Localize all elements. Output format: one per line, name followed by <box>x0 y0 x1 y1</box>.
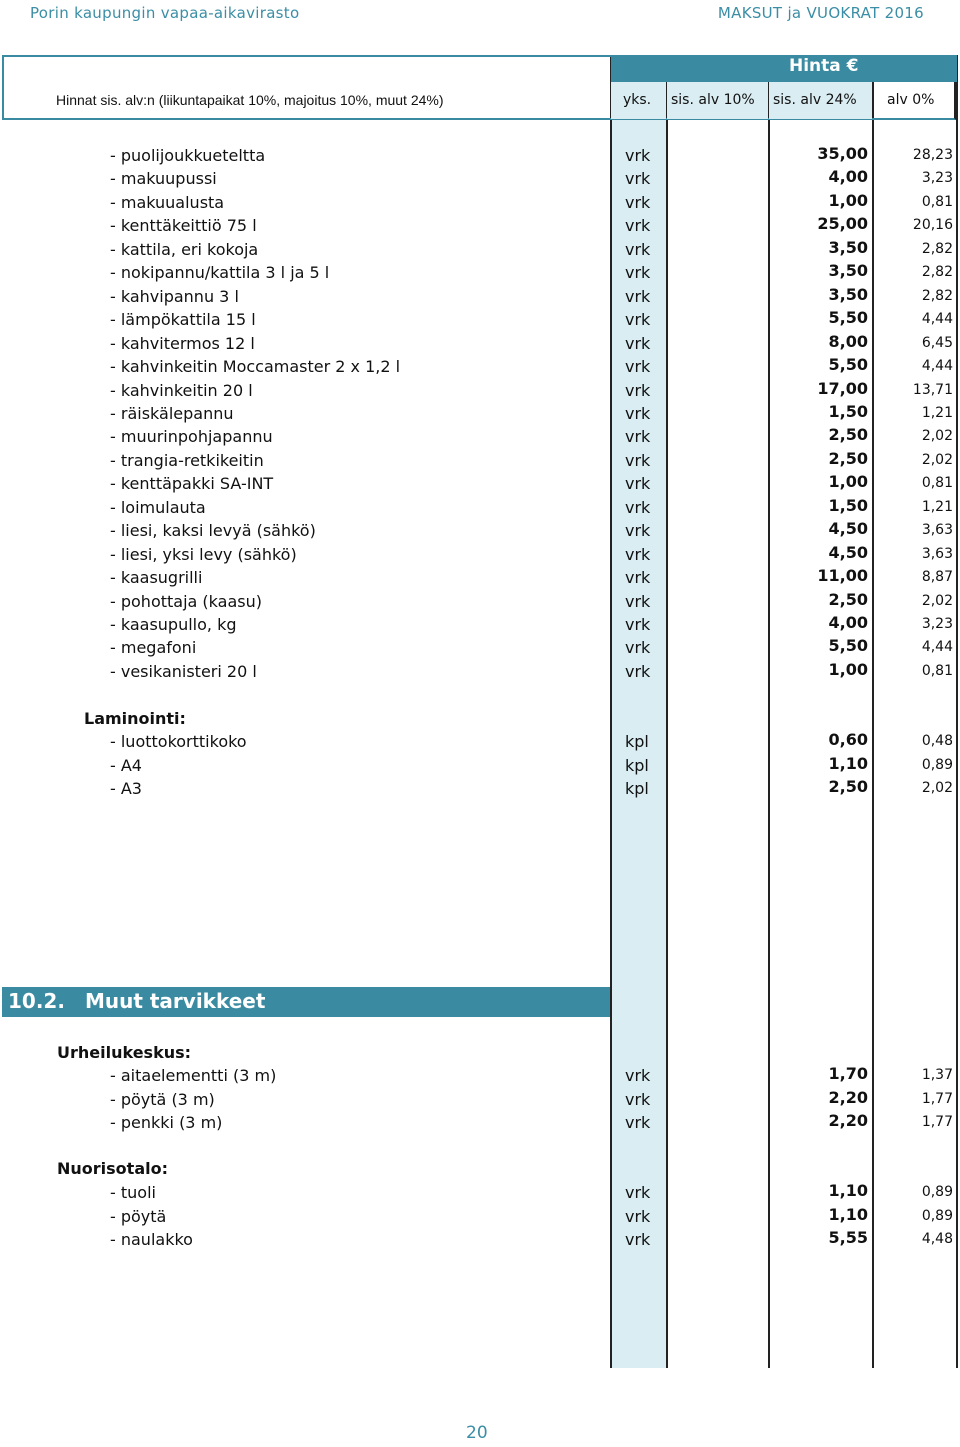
item-price-vat0: 0,89 <box>921 756 953 773</box>
item-name: - kaasupullo, kg <box>110 615 237 634</box>
item-price-vat24: 2,50 <box>828 777 868 796</box>
item-price-vat0: 4,44 <box>921 639 953 656</box>
item-unit: vrk <box>625 497 651 517</box>
running-header-left: Porin kaupungin vapaa-aikavirasto <box>30 4 300 22</box>
item-unit: vrk <box>625 380 651 400</box>
item-name: - megafoni <box>110 638 197 658</box>
item-name: - makuupussi <box>110 169 217 189</box>
item-name: - kattila, eri kokoja <box>110 239 259 259</box>
item-name: - muurinpohjapannu <box>110 427 273 447</box>
item-name: - räiskälepannu <box>110 403 234 423</box>
item-name: - kahvitermos 12 l <box>110 333 255 353</box>
item-price-vat0: 2,02 <box>921 428 953 445</box>
item-price-vat0: 6,45 <box>921 334 953 351</box>
item-name: - kahvinkeitin 20 l <box>110 380 253 400</box>
item-unit: vrk <box>625 638 651 658</box>
item-name: - aitaelementti (3 m) <box>110 1066 277 1085</box>
item-price-vat24: 35,00 <box>817 144 868 163</box>
item-name: - pohottaja (kaasu) <box>110 591 262 611</box>
item-unit: vrk <box>625 263 651 283</box>
item-unit: kpl <box>625 732 649 751</box>
item-name: - liesi, yksi levy (sähkö) <box>110 544 297 564</box>
item-price-vat24: 2,50 <box>828 425 868 445</box>
item-unit: vrk <box>625 286 651 306</box>
item-name: - lämpökattila 15 l <box>110 310 256 330</box>
item-price-vat24: 3,50 <box>828 237 868 257</box>
item-price-vat0: 8,87 <box>921 569 953 586</box>
item-name: - luottokorttikoko <box>110 732 247 751</box>
item-price-vat0: 1,37 <box>921 1067 953 1083</box>
column-divider <box>956 55 958 1368</box>
col-header-vat10: sis. alv 10% <box>671 92 755 108</box>
item-unit: kpl <box>625 755 649 775</box>
item-price-vat24: 2,20 <box>828 1111 868 1130</box>
item-unit: vrk <box>625 450 651 470</box>
section-title <box>8 989 265 1013</box>
item-unit: vrk <box>625 1113 651 1132</box>
item-name: - kenttäpakki SA-INT <box>110 474 274 494</box>
item-unit: vrk <box>625 427 651 447</box>
item-price-vat24: 5,50 <box>828 355 868 375</box>
item-price-vat24: 1,00 <box>828 190 868 210</box>
item-unit: vrk <box>625 1230 651 1249</box>
section-name: Muut tarvikkeet <box>84 989 266 1013</box>
item-price-vat0: 3,23 <box>921 170 953 187</box>
item-price-vat24: 11,00 <box>817 566 868 586</box>
item-unit: kpl <box>625 779 649 798</box>
item-name: - liesi, kaksi levyä (sähkö) <box>110 521 316 541</box>
item-name: - kenttäkeittiö 75 l <box>110 216 257 236</box>
column-divider <box>768 82 770 1368</box>
item-price-vat0: 0,89 <box>921 1184 953 1200</box>
item-name: - nokipannu/kattila 3 l ja 5 l <box>110 263 330 283</box>
item-unit: vrk <box>625 1066 651 1085</box>
item-price-vat24: 4,50 <box>828 542 868 562</box>
price-group-label: Hinta € <box>789 56 859 76</box>
item-name: - vesikanisteri 20 l <box>110 661 257 681</box>
item-price-vat24: 1,70 <box>828 1064 868 1083</box>
running-header-right: MAKSUT ja VUOKRAT 2016 <box>717 4 924 22</box>
item-price-vat0: 2,02 <box>921 592 953 609</box>
item-price-vat24: 1,50 <box>828 401 868 421</box>
item-price-vat24: 1,10 <box>828 753 868 773</box>
item-name: - A3 <box>110 779 142 798</box>
item-price-vat0: 1,77 <box>921 1114 953 1130</box>
item-name: - naulakko <box>110 1230 193 1249</box>
item-unit: vrk <box>625 544 651 564</box>
item-unit: vrk <box>625 169 651 189</box>
item-unit: vrk <box>625 357 651 377</box>
item-price-vat0: 28,23 <box>912 147 953 163</box>
item-name: - loimulauta <box>110 497 206 517</box>
item-price-vat24: 25,00 <box>817 214 868 234</box>
item-unit: vrk <box>625 146 651 165</box>
column-divider <box>666 82 668 1368</box>
column-divider <box>872 82 874 1368</box>
item-price-vat24: 3,50 <box>828 261 868 281</box>
item-price-vat24: 3,50 <box>828 284 868 304</box>
item-price-vat0: 2,02 <box>921 780 953 796</box>
item-name: - puolijoukkueteltta <box>110 146 266 165</box>
item-unit: vrk <box>625 661 651 681</box>
item-price-vat24: 1,00 <box>828 472 868 492</box>
item-unit: vrk <box>625 591 651 611</box>
item-unit: vrk <box>625 474 651 494</box>
item-price-vat24: 2,50 <box>828 448 868 468</box>
price-description: Hinnat sis. alv:n (liikuntapaikat 10%, majoitus 10%, muut 24%) <box>56 92 444 108</box>
section-number: 10.2. <box>8 989 65 1013</box>
item-price-vat0: 1,21 <box>921 404 953 421</box>
item-name: - tuoli <box>110 1183 156 1202</box>
item-price-vat24: 5,50 <box>828 308 868 328</box>
item-name: - kahvipannu 3 l <box>110 286 239 306</box>
item-price-vat0: 1,21 <box>921 498 953 515</box>
item-unit: vrk <box>625 310 651 330</box>
item-price-vat24: 1,50 <box>828 495 868 515</box>
lamination-heading: Laminointi: <box>84 709 186 728</box>
item-price-vat24: 5,55 <box>828 1228 868 1247</box>
item-unit: vrk <box>625 239 651 259</box>
item-name: - kaasugrilli <box>110 568 203 588</box>
item-price-vat0: 2,82 <box>921 240 953 257</box>
item-price-vat24: 4,50 <box>828 519 868 539</box>
item-price-vat0: 3,63 <box>921 545 953 562</box>
item-name: - pöytä <box>110 1206 167 1226</box>
sports-center-heading: Urheilukeskus: <box>57 1043 192 1062</box>
item-price-vat0: 0,81 <box>921 193 953 210</box>
item-name: - trangia-retkikeitin <box>110 450 264 470</box>
item-name: - makuualusta <box>110 192 225 212</box>
item-price-vat0: 3,63 <box>921 522 953 539</box>
item-unit: vrk <box>625 615 651 634</box>
item-price-vat0: 0,81 <box>921 662 953 679</box>
item-price-vat0: 13,71 <box>912 381 953 398</box>
item-price-vat24: 8,00 <box>828 331 868 351</box>
item-price-vat24: 4,00 <box>828 613 868 632</box>
item-price-vat0: 0,48 <box>921 733 953 749</box>
item-name: - penkki (3 m) <box>110 1113 223 1132</box>
column-divider <box>610 55 612 1368</box>
item-price-vat24: 17,00 <box>817 378 868 398</box>
item-price-vat0: 20,16 <box>912 217 953 234</box>
item-unit: vrk <box>625 333 651 353</box>
item-unit: vrk <box>625 192 651 212</box>
item-price-vat24: 2,20 <box>828 1087 868 1107</box>
item-price-vat0: 0,81 <box>921 475 953 492</box>
item-price-vat0: 2,82 <box>921 264 953 281</box>
item-unit: vrk <box>625 1089 651 1109</box>
item-price-vat24: 1,10 <box>828 1204 868 1224</box>
col-header-vat24: sis. alv 24% <box>773 92 857 108</box>
page-number: 20 <box>466 1423 488 1443</box>
item-price-vat24: 0,60 <box>828 730 868 749</box>
item-price-vat0: 4,48 <box>921 1231 953 1247</box>
item-price-vat0: 2,82 <box>921 287 953 304</box>
item-unit: vrk <box>625 568 651 588</box>
price-group-bar <box>611 55 957 82</box>
item-price-vat0: 2,02 <box>921 451 953 468</box>
item-unit: vrk <box>625 216 651 236</box>
item-price-vat24: 2,50 <box>828 589 868 609</box>
col-header-vat0: alv 0% <box>887 92 935 108</box>
item-name: - pöytä (3 m) <box>110 1089 215 1109</box>
item-name: - kahvinkeitin Moccamaster 2 x 1,2 l <box>110 357 401 377</box>
item-name: - A4 <box>110 755 142 775</box>
item-price-vat0: 4,44 <box>921 311 953 328</box>
item-price-vat24: 1,00 <box>828 659 868 679</box>
item-price-vat0: 0,89 <box>921 1207 953 1224</box>
item-price-vat24: 4,00 <box>828 167 868 187</box>
item-unit: vrk <box>625 521 651 541</box>
item-unit: vrk <box>625 403 651 423</box>
item-price-vat0: 4,44 <box>921 358 953 375</box>
col-header-unit: yks. <box>623 92 652 108</box>
item-price-vat0: 1,77 <box>921 1090 953 1107</box>
item-price-vat0: 3,23 <box>921 616 953 632</box>
item-unit: vrk <box>625 1206 651 1226</box>
item-price-vat24: 5,50 <box>828 636 868 656</box>
item-unit: vrk <box>625 1183 651 1202</box>
item-price-vat24: 1,10 <box>828 1181 868 1200</box>
youth-house-heading: Nuorisotalo: <box>57 1159 168 1178</box>
